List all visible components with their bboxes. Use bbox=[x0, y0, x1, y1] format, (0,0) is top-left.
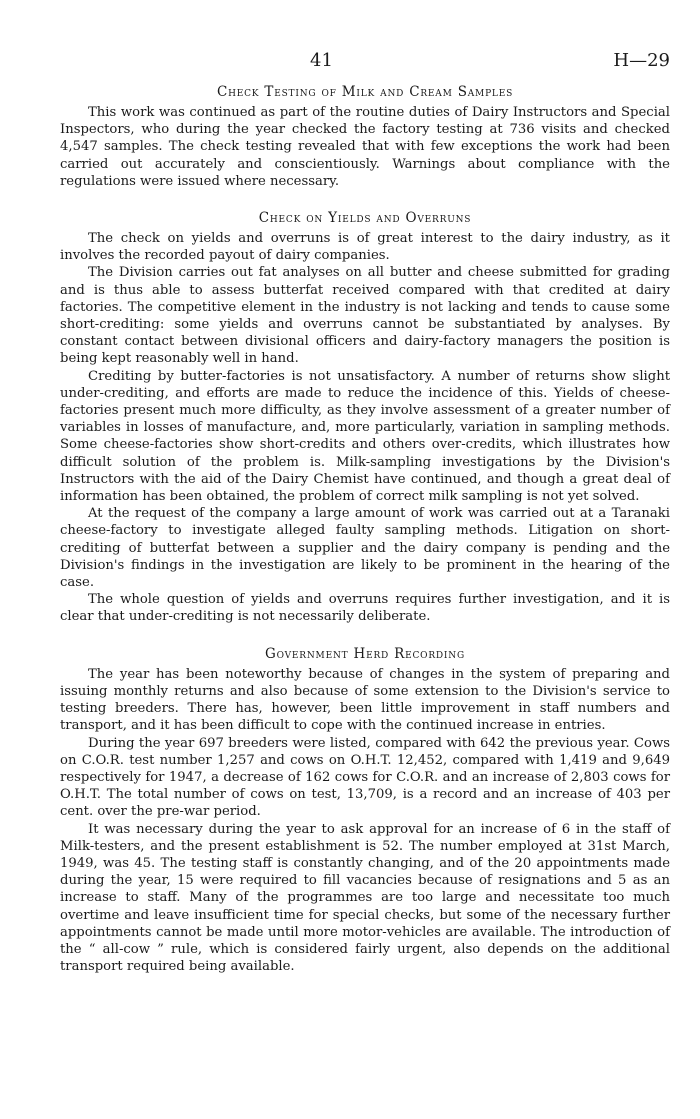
document-code: H—29 bbox=[613, 50, 670, 71]
paragraph: The whole question of yields and overruns requires further investigation, and it is clear that under-crediting is not necessarily deliberate. bbox=[60, 592, 670, 625]
paragraph: It was necessary during the year to ask approval for an increase of 6 in the staff of Milk-testers, and the present establishment is 52. The number employed at 31st March, 1949, was 45. The testing staff is constantly changing, and of the 20 appointments made during the year, 15 were required to fill vacancies because of resignations and 5 as an increase to staff. Many of the programmes are too large and necessitate too much overtime and leave insufficient time for special checks, but some of the necessary further appointments cannot be made until more motor-vehicles are available. The introduction of the “ all-cow ” rule, which is considered fairly urgent, also depends on the additional transport required being available. bbox=[60, 821, 670, 975]
paragraph: The year has been noteworthy because of changes in the system of preparing and issuing monthly returns and also because of some extension to the Division's service to testing breeders. There has, however, been little improvement in staff numbers and transport, and it has been difficult to cope with the continued increase in entries. bbox=[60, 666, 670, 734]
section-heading: Check Testing of Milk and Cream Samples bbox=[216, 84, 514, 100]
section-yields-overruns bbox=[60, 210, 670, 626]
paragraph: The Division carries out fat analyses on all butter and cheese submitted for grading and is thus able to assess butterfat received compared with that credited at dairy factories. The competitive element in the industry is not lacking and tends to cause some short-crediting: some yields and overruns cannot be substantiated by analyses. By constant contact between divisional officers and dairy-factory managers the position is being kept reasonably well in hand. bbox=[60, 265, 670, 367]
section-herd-recording bbox=[60, 646, 670, 976]
section-heading: Government Herd Recording bbox=[265, 645, 465, 662]
section-heading: Check on Yields and Overruns bbox=[258, 210, 472, 227]
paragraph: During the year 697 breeders were listed, compared with 642 the previous year. Cows on C.O.R. test number 1,257 and cows on O.H.T. 12,452, compared with 1,419 and 9,649 respectively for 1947, a decrease of 162 cows for C.O.R. and an increase of 2,803 cows for O.H.T. The total number of cows on test, 13,709, is a record and an increase of 403 per cent. over the pre-war period. bbox=[60, 735, 670, 820]
paragraph: The check on yields and overruns is of great interest to the dairy industry, as it involves the recorded payout of dairy companies. bbox=[60, 231, 670, 264]
paragraph: Crediting by butter-factories is not unsatisfactory. A number of returns show slight under-crediting, and efforts are made to reduce the incidence of this. Yields of cheese-factories present much more difficulty, as they involve assessment of a greater number of variables in losses of manufacture, and, more particularly, variation in sampling methods. Some cheese-factories show short-credits and others over-credits, which illustrates how difficult solution of the problem is. Milk-sampling investigations by the Division's Instructors with the aid of the Dairy Chemist have continued, and though a great deal of information has been obtained, the problem of correct milk sampling is not yet solved. bbox=[60, 368, 670, 505]
document-page bbox=[60, 50, 670, 975]
running-head bbox=[60, 50, 670, 76]
page-number: 41 bbox=[310, 50, 333, 71]
section-check-testing bbox=[60, 84, 670, 190]
paragraph: At the request of the company a large amount of work was carried out at a Taranaki cheese-factory to investigate alleged faulty sampling methods. Litigation on short-crediting of butterfat between a supplier and the dairy company is pending and the Division's findings in the investigation are likely to be prominent in the hearing of the case. bbox=[60, 506, 670, 591]
paragraph: This work was continued as part of the routine duties of Dairy Instructors and Special Inspectors, who during the year checked the factory testing at 736 visits and checked 4,547 samples. The check testing revealed that with few exceptions the work had been carried out accurately and conscientiously. Warnings about compliance with the regulations were issued where necessary. bbox=[60, 105, 670, 189]
